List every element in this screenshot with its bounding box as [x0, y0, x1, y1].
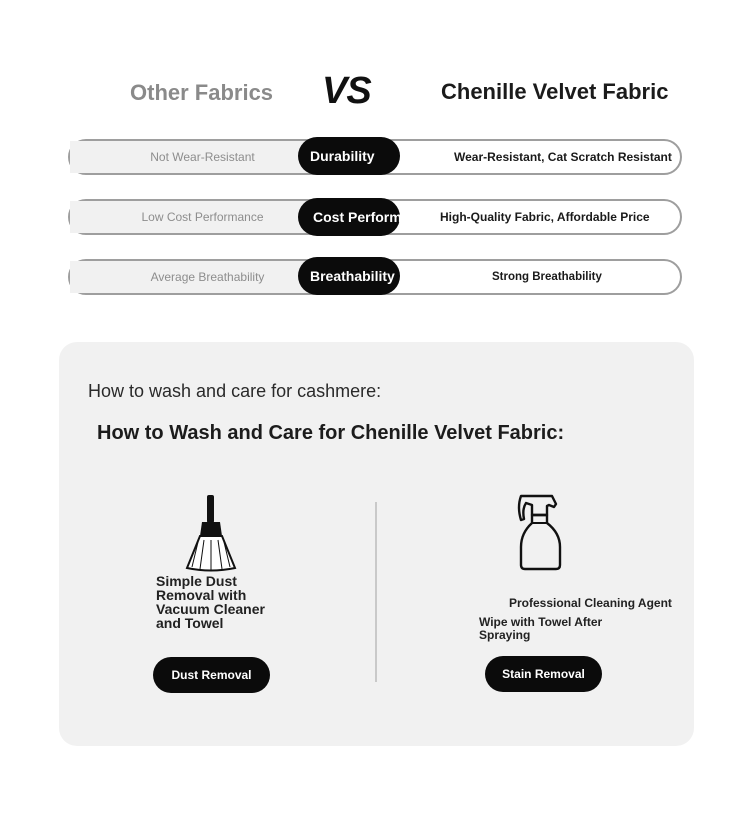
stain-removal-button[interactable]: Stain Removal [485, 656, 602, 692]
row-right-text: High-Quality Fabric, Affordable Price [440, 210, 650, 224]
wipe-instruction-text: Wipe with Towel After Spraying [479, 615, 603, 642]
dust-removal-description: Simple Dust Removal with Vacuum Cleaner and Towel [156, 573, 265, 631]
section-divider [375, 502, 377, 682]
row-right-text: Wear-Resistant, Cat Scratch Resistant [454, 150, 672, 164]
spray-bottle-icon [516, 493, 566, 573]
durability-pill: Durability [298, 137, 400, 175]
row-left-text: Low Cost Performance [141, 210, 264, 224]
dust-removal-button[interactable]: Dust Removal [153, 657, 270, 693]
cleaning-agent-text: Professional Cleaning Agent [509, 596, 672, 610]
row-right-text: Strong Breathability [492, 271, 602, 283]
other-fabrics-heading: Other Fabrics [130, 80, 274, 105]
chenille-heading: Chenille Velvet Fabric [441, 79, 669, 104]
vs-label: VS [322, 70, 371, 112]
row-left-text: Average Breathability [150, 270, 265, 284]
brush-icon [184, 494, 238, 572]
care-title-chenille: How to Wash and Care for Chenille Velvet Fabric: [97, 422, 565, 444]
breathability-pill: Breathability [298, 257, 400, 295]
care-title-cashmere: How to wash and care for cashmere: [88, 381, 382, 401]
cost-performance-pill: Cost Performance [298, 198, 400, 236]
row-left-text: Not Wear-Resistant [150, 150, 255, 164]
